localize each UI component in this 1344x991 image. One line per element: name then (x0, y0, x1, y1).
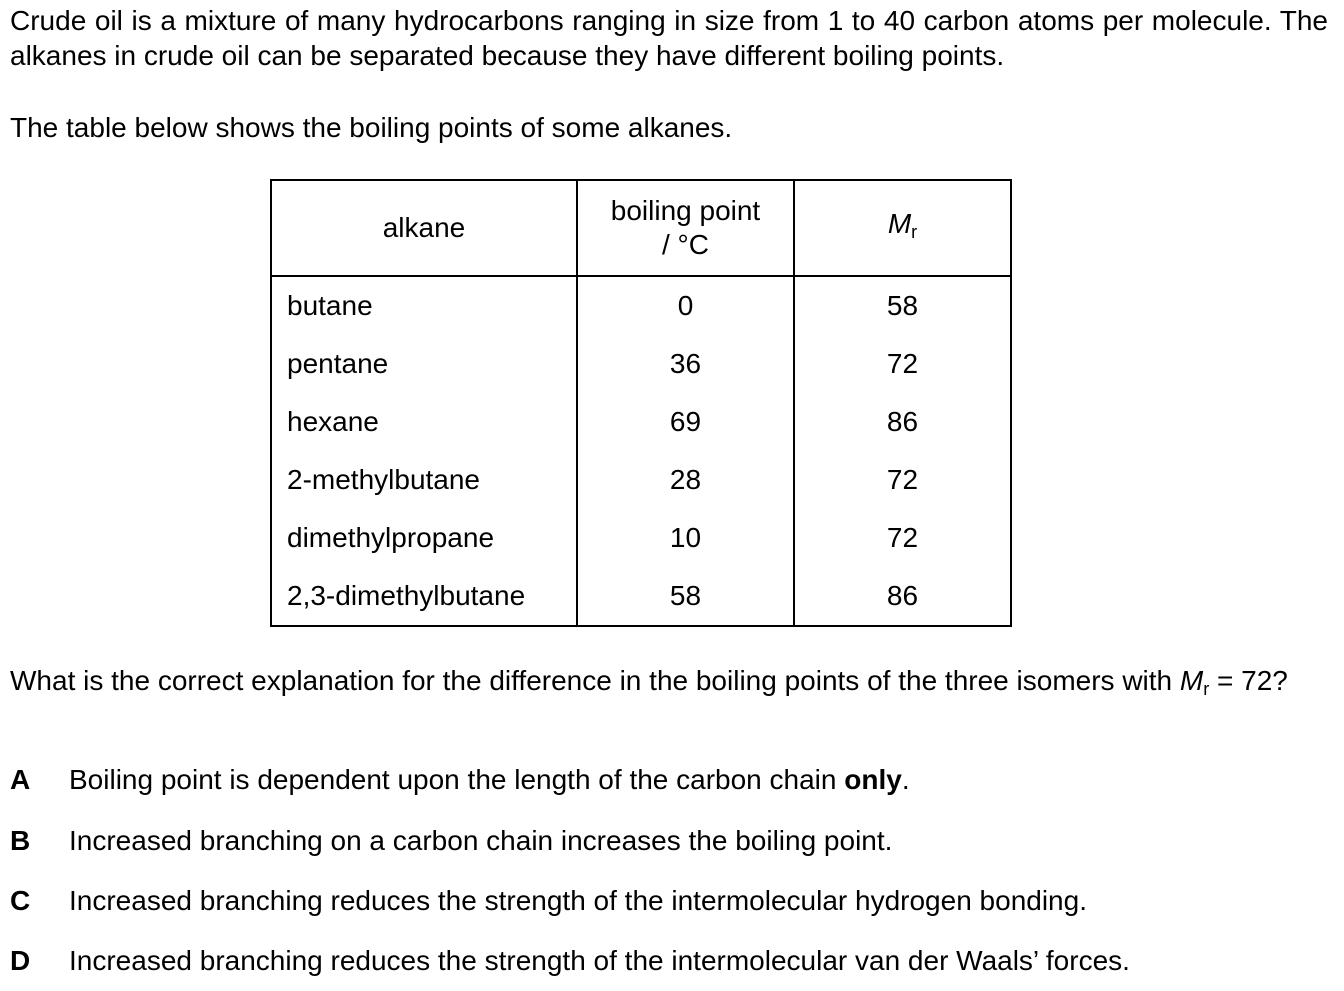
cell-mr: 86 (886, 406, 919, 437)
alkanes-table (270, 179, 1012, 627)
option-a[interactable] (10, 762, 910, 798)
option-letter-a: A (10, 764, 31, 795)
cell-boiling-point: 36 (577, 335, 794, 393)
table-header-row (271, 180, 1011, 276)
intro-paragraph: Crude oil is a mixture of many hydrocarbons ranging in size from 1 to 40 carbon atoms per molecule. The alkanes in crude oil can be separated because they have different boiling points. (10, 5, 1328, 71)
question-text (10, 663, 1328, 707)
table-intro-text: The table below shows the boiling points of some alkanes. (10, 112, 733, 143)
cell-mr: 86 (886, 580, 919, 611)
cell-boiling-point: 28 (577, 451, 794, 509)
option-c-text: Increased branching reduces the strength of the intermolecular hydrogen bonding. (69, 885, 1087, 916)
table-row (271, 393, 1011, 451)
question-text-end: = 72? (1217, 665, 1288, 696)
option-a-emphasis: only (844, 764, 902, 795)
cell-mr: 58 (886, 290, 919, 321)
header-mr-symbol: M (887, 208, 912, 239)
cell-boiling-point: 0 (577, 276, 794, 335)
option-letter-d: D (10, 945, 31, 976)
cell-alkane-name: butane (271, 276, 577, 335)
option-c[interactable] (10, 883, 1087, 919)
option-b-text: Increased branching on a carbon chain increases the boiling point. (69, 825, 893, 856)
cell-alkane-name: hexane (271, 393, 577, 451)
header-alkane: alkane (271, 180, 577, 276)
cell-alkane-name: pentane (271, 335, 577, 393)
table-row (271, 509, 1011, 567)
header-boiling-point-unit: / °C (662, 229, 709, 260)
table-row (271, 567, 1011, 626)
cell-boiling-point: 69 (577, 393, 794, 451)
cell-mr: 72 (886, 348, 919, 379)
question-mr (1179, 665, 1210, 699)
cell-mr: 72 (886, 464, 919, 495)
cell-boiling-point: 10 (577, 509, 794, 567)
option-b[interactable] (10, 823, 892, 859)
cell-alkane-name: dimethylpropane (271, 509, 577, 567)
option-d[interactable] (10, 943, 1130, 979)
option-a-text: Boiling point is dependent upon the length of the carbon chain (69, 764, 837, 795)
header-boiling-point-label: boiling point (610, 195, 761, 226)
option-d-text: Increased branching reduces the strength of the intermolecular van der Waals’ forces. (69, 945, 1130, 976)
table-row (271, 276, 1011, 335)
option-letter-b: B (10, 825, 31, 856)
table-row (271, 335, 1011, 393)
cell-alkane-name: 2-methylbutane (271, 451, 577, 509)
question-mr-subscript: r (1203, 679, 1210, 699)
header-boiling-point (577, 180, 794, 276)
question-mr-symbol: M (1179, 665, 1204, 696)
question-text-main: What is the correct explanation for the difference in the boiling points of the three isomers with (10, 665, 1173, 696)
header-mr (794, 180, 1011, 276)
cell-boiling-point: 58 (577, 567, 794, 626)
header-mr-subscript: r (911, 222, 918, 242)
option-a-suffix: . (901, 764, 910, 795)
table-row (271, 451, 1011, 509)
cell-alkane-name: 2,3-dimethylbutane (271, 567, 577, 626)
cell-mr: 72 (886, 522, 919, 553)
option-letter-c: C (10, 885, 31, 916)
